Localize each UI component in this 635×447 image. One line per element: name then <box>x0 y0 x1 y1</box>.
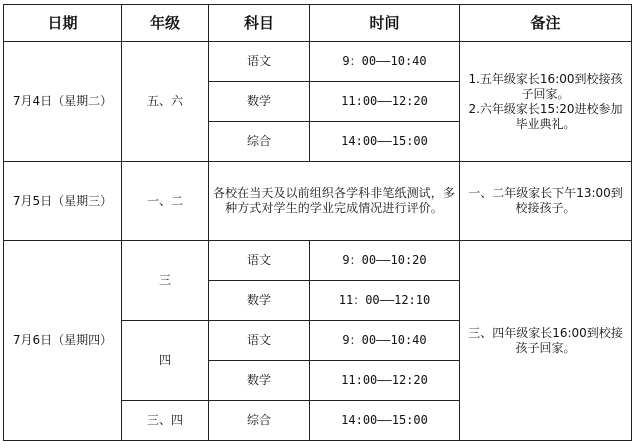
subject-cell: 语文 <box>209 321 310 361</box>
subject-cell: 语文 <box>209 241 310 281</box>
grade-cell: 三 <box>122 241 209 321</box>
table-row <box>4 162 632 241</box>
time-cell: 14:00——15:00 <box>310 122 460 162</box>
header-note: 备注 <box>460 5 632 42</box>
header-time: 时间 <box>310 5 460 42</box>
subject-cell: 数学 <box>209 82 310 122</box>
time-cell: 11:00——12:20 <box>310 82 460 122</box>
subject-cell: 综合 <box>209 401 310 441</box>
assessment-description: 各校在当天及以前组织各学科非笔纸测试，多种方式对学生的学业完成情况进行评价。 <box>209 162 460 241</box>
time-cell: 11:00——12:20 <box>310 361 460 401</box>
exam-schedule-table <box>3 4 632 441</box>
header-row <box>4 5 632 42</box>
time-cell: 9：00——10:20 <box>310 241 460 281</box>
grade-cell: 三、四 <box>122 401 209 441</box>
subject-cell: 数学 <box>209 361 310 401</box>
time-cell: 11：00——12:10 <box>310 281 460 321</box>
note-line: 2.六年级家长15:20进校参加毕业典礼。 <box>468 101 623 131</box>
header-grade: 年级 <box>122 5 209 42</box>
grade-cell: 五、六 <box>122 42 209 162</box>
note-cell <box>460 42 632 162</box>
note-cell: 一、二年级家长下午13:00到校接孩子。 <box>460 162 632 241</box>
date-cell: 7月4日（星期二） <box>4 42 122 162</box>
note-line: 1.五年级家长16:00到校接孩子回家。 <box>468 71 623 101</box>
time-cell: 9：00——10:40 <box>310 42 460 82</box>
note-cell: 三、四年级家长16:00到校接孩子回家。 <box>460 241 632 441</box>
date-cell: 7月6日（星期四） <box>4 241 122 441</box>
date-cell: 7月5日（星期三） <box>4 162 122 241</box>
grade-cell: 四 <box>122 321 209 401</box>
time-cell: 9：00——10:40 <box>310 321 460 361</box>
time-cell: 14:00——15:00 <box>310 401 460 441</box>
table-row <box>4 241 632 281</box>
subject-cell: 综合 <box>209 122 310 162</box>
header-subject: 科目 <box>209 5 310 42</box>
table-row <box>4 42 632 82</box>
grade-cell: 一、二 <box>122 162 209 241</box>
header-date: 日期 <box>4 5 122 42</box>
subject-cell: 语文 <box>209 42 310 82</box>
subject-cell: 数学 <box>209 281 310 321</box>
